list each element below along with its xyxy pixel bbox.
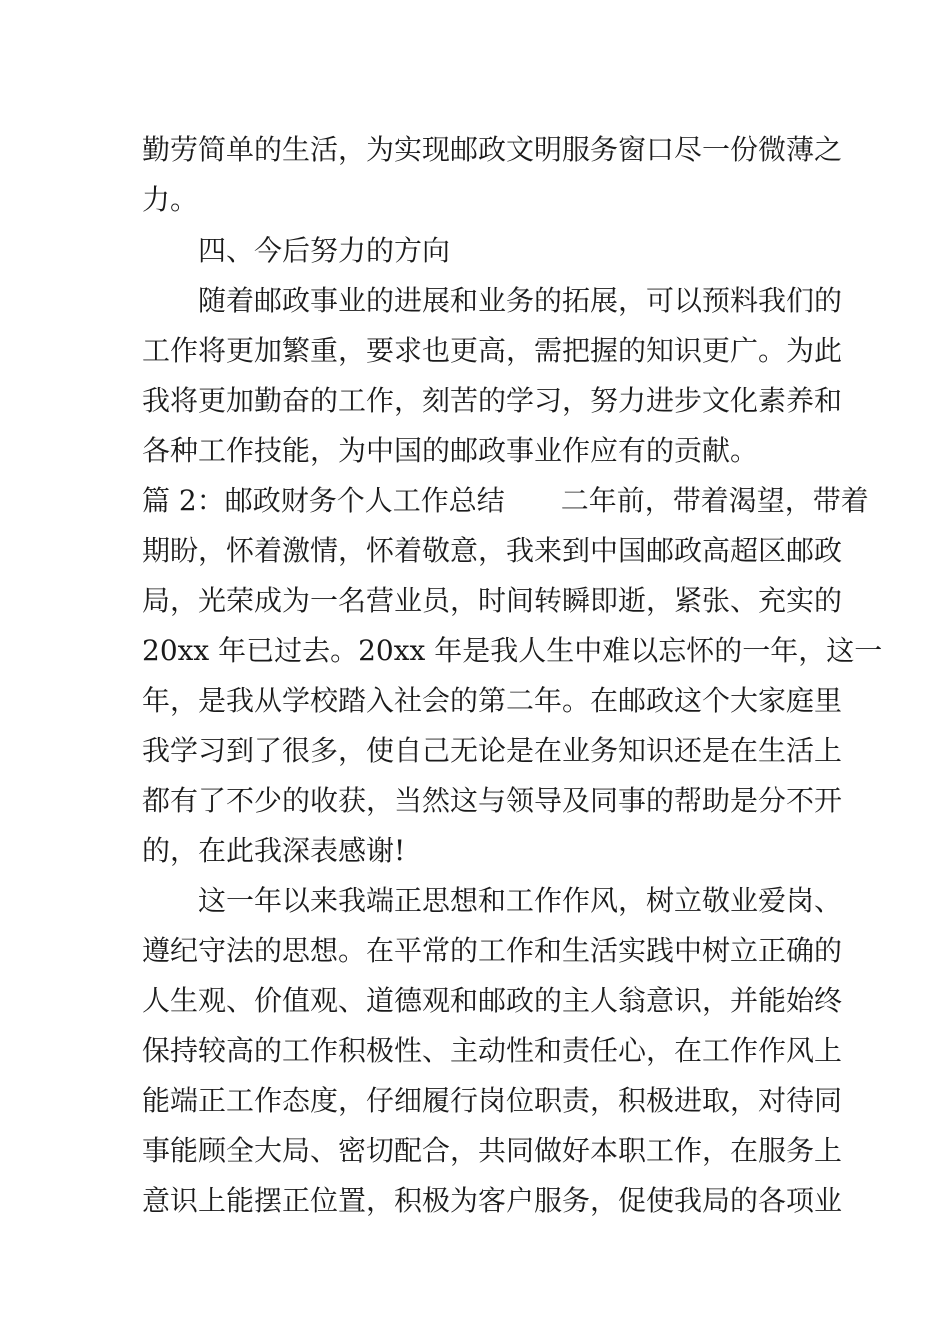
article-title: 篇 2：邮政财务个人工作总结 [142,484,505,517]
text-line: 局，光荣成为一名营业员，时间转瞬即逝，紧张、充实的 [142,584,843,617]
text-line: 各种工作技能，为中国的邮政事业作应有的贡献。 [142,434,759,467]
text-line: 20xx 年已过去。20xx 年是我人生中难以忘怀的一年，这一 [142,634,883,667]
text-line: 意识上能摆正位置，积极为客户服务，促使我局的各项业 [142,1184,843,1217]
text-line: 勤劳简单的生活，为实现邮政文明服务窗口尽一份微薄之 [142,133,843,166]
text-line: 年，是我从学校踏入社会的第二年。在邮政这个大家庭里 [142,684,843,717]
text-line: 人生观、价值观、道德观和邮政的主人翁意识，并能始终 [142,984,843,1017]
text-line: 保持较高的工作积极性、主动性和责任心，在工作作风上 [142,1034,843,1067]
paragraph-first-line: 随着邮政事业的进展和业务的拓展，可以预料我们的 [198,284,843,317]
text-line: 的，在此我深表感谢! [142,834,406,867]
paragraph-start: 二年前，带着渴望，带着 [560,484,869,517]
text-line: 遵纪守法的思想。在平常的工作和生活实践中树立正确的 [142,934,843,967]
text-line: 期盼，怀着激情，怀着敬意，我来到中国邮政高超区邮政 [142,534,843,567]
text-line: 能端正工作态度，仔细履行岗位职责，积极进取，对待同 [142,1084,843,1117]
section-heading: 四、今后努力的方向 [198,234,451,267]
text-line: 我学习到了很多，使自己无论是在业务知识还是在生活上 [142,734,843,767]
text-line: 我将更加勤奋的工作，刻苦的学习，努力进步文化素养和 [142,384,843,417]
text-line: 事能顾全大局、密切配合，共同做好本职工作，在服务上 [142,1134,843,1167]
article-title-line [142,476,869,526]
text-line: 力。 [142,183,199,216]
paragraph-first-line: 这一年以来我端正思想和工作作风，树立敬业爱岗、 [198,884,843,917]
text-line: 工作将更加繁重，要求也更高，需把握的知识更广。为此 [142,334,843,367]
text-line: 都有了不少的收获，当然这与领导及同事的帮助是分不开 [142,784,843,817]
